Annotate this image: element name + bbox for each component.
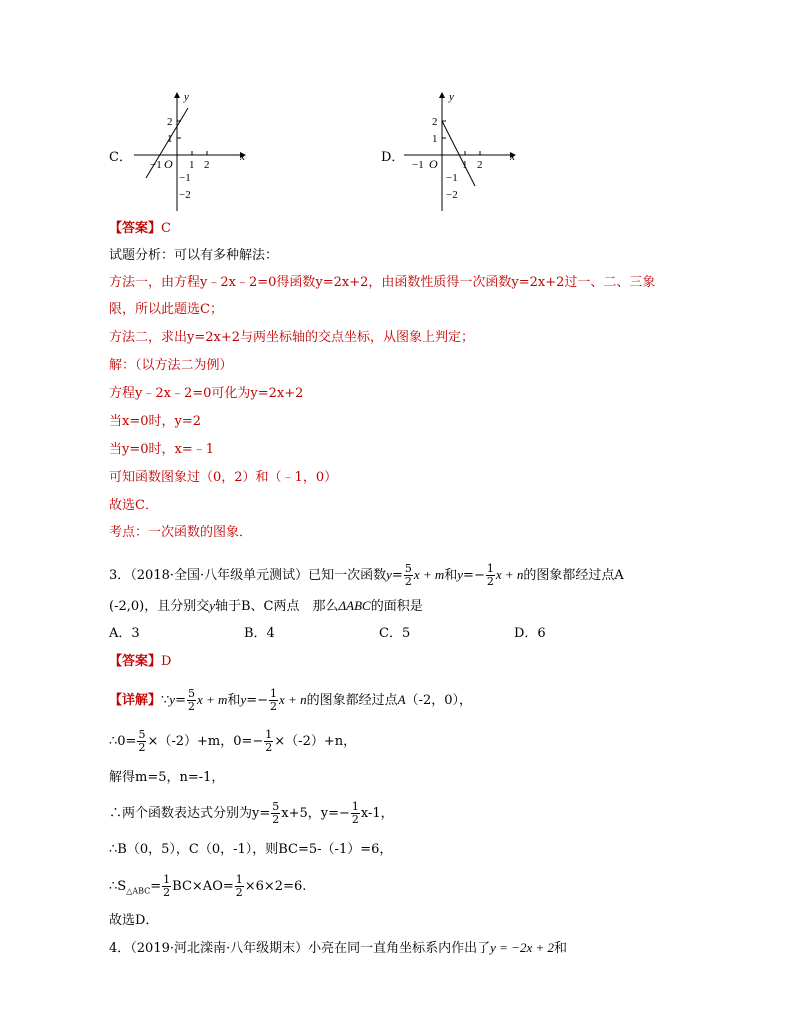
d2-c: ×（-2）+n， [274,734,357,749]
q4-tail: 和 [553,941,567,956]
q3-intro: 3．（2018·全国·八年级单元测试）已知一次函数 [109,568,387,583]
frac-den: 2 [351,813,359,826]
d1-xm: x + m [196,692,228,707]
option-d-label: D． [381,150,405,165]
d1-y1: y [169,692,176,707]
d1-frac-5-2 [187,688,196,713]
frac-num: 1 [351,800,359,813]
d1-minus: − [257,693,269,708]
analysis-title: 试题分析：可以有多种解法： [109,248,279,263]
d1-tail: 的图象都经过点 [306,693,398,708]
graph-c-label-xneg1: −1 [150,159,162,171]
graph-c-y-label: y [184,91,189,103]
d1-frac-1-2 [269,688,278,713]
d1-eq1: = [175,693,186,708]
graph-d-svg [398,88,528,218]
q3-tail1: 的图象都经过点A [523,568,624,583]
graph-d-x-label: x [510,151,515,163]
d4-c: x-1， [360,806,394,821]
graph-c-label-yneg2: −2 [179,189,191,201]
q3-xm: x + m [413,567,445,582]
graph-d-label-x2: 2 [477,159,483,171]
graph-d-label-yneg1: −1 [446,172,458,184]
graph-c-label-x1: 1 [189,159,195,171]
graph-c-label-yneg1: −1 [179,172,191,184]
q3-y1: y [386,567,392,582]
q3-detail-line7: 故选D． [109,913,159,928]
method-one-line1: 方法一，由方程y﹣2x﹣2=0得函数y=2x+2，由函数性质得一次函数y=2x+2过一、二、三象 [109,275,656,290]
frac-den: 2 [486,575,494,588]
frac-den: 2 [272,813,280,826]
q3-detail-line2 [109,727,356,757]
q3-line2-a: (-2,0)，且分别交 [109,599,210,614]
q3-line2-c: 的面积是 [370,599,423,614]
d1-point-a: A [397,692,406,707]
q3-stem-line2 [109,597,423,616]
d4-frac-1-2 [351,801,360,826]
graph-c-origin: O [164,157,173,171]
d2-a: ∴0= [109,734,137,749]
frac-num: 1 [486,562,494,575]
d1-xn: x + n [279,692,307,707]
q3-line2-y: y [209,598,215,613]
graph-d-origin: O [429,157,438,171]
frac-den: 2 [270,700,278,713]
d6-d: ×6×2=6. [244,879,307,894]
d4-b: x+5，y=− [281,806,350,821]
solution-step4: 可知函数图象过（0，2）和（﹣1，0） [109,470,338,485]
d6-frac-1-2-b [235,874,244,899]
frac-den: 2 [235,886,243,899]
graph-d-label-y1: 1 [432,133,438,145]
graph-d-label-yneg2: −2 [446,189,458,201]
q3-eq2: = [463,568,474,583]
d2-frac-5-2 [137,729,146,754]
graph-c-label-x2: 2 [204,159,210,171]
solution-title: 解：（以方法二为例） [109,358,233,373]
answer-tag: 【答案】 [109,654,162,669]
method-one-line2: 限，所以此题选C； [109,302,223,317]
d6-sub: △ABC [126,886,151,896]
q3-y2: y [457,567,464,582]
q3-triangle: ΔABC [338,598,371,613]
q3-minus: − [473,568,485,583]
q3-frac-1-2 [486,563,495,588]
d1-because: ∵ [161,693,170,708]
solution-step2: 当x=0时，y=2 [109,414,202,429]
graph-d-label-x1: 1 [462,159,468,171]
d4-a: ∴两个函数表达式分别为y= [109,806,271,821]
solution-step3: 当y=0时，x=﹣1 [109,442,215,457]
q3-option-a[interactable]: A．3 [109,626,140,641]
d1-coords: （-2，0）， [405,693,472,708]
d2-frac-1-2 [264,729,273,754]
graph-d-label-xneg1: −1 [412,159,424,171]
q2-answer [109,220,171,238]
frac-den: 2 [138,741,146,754]
q3-detail-line3: 解得m=5，n=-1， [109,770,225,785]
q3-detail-line5: ∴B（0，5），C（0，-1），则BC=5-（-1）=6， [109,842,393,857]
d6-frac-1-2-a [162,874,171,899]
q3-and: 和 [444,568,458,583]
q3-detail-line4 [109,799,394,829]
graph-option-c [128,88,258,222]
d6-c: BC×AO= [172,879,234,894]
q3-option-b[interactable]: B．4 [244,626,275,641]
frac-num: 5 [138,728,146,741]
d2-b: ×（-2）+m，0=− [147,734,264,749]
graph-d-label-y2: 2 [432,116,438,128]
d1-and: 和 [227,693,241,708]
solution-step1: 方程y﹣2x﹣2=0可化为y=2x+2 [109,386,304,401]
q3-answer [109,653,171,671]
frac-den: 2 [265,741,273,754]
d1-eq2: = [246,693,258,708]
answer-value: C [161,221,171,236]
q3-frac-5-2 [404,563,413,588]
graph-d-y-arrow [439,92,445,98]
frac-num: 1 [235,873,243,886]
q3-line2-b: 轴于B、C两点 那么 [215,599,339,614]
kaodian: 考点：一次函数的图象． [109,525,253,540]
frac-num: 5 [187,687,195,700]
q3-eq1: = [391,568,403,583]
d1-y2: y [240,692,247,707]
answer-value: D [161,654,172,669]
d6-s: ∴S [109,879,127,894]
graph-c-label-y2: 2 [167,116,173,128]
answer-tag: 【答案】 [109,221,162,236]
q3-option-c[interactable]: C．5 [379,626,411,641]
frac-num: 1 [163,873,171,886]
graph-c-x-label: x [240,151,245,163]
q3-option-d[interactable]: D．6 [514,626,546,641]
q4-stem [109,939,567,958]
frac-den: 2 [163,886,171,899]
frac-num: 1 [270,687,278,700]
q3-detail-line6 [109,872,306,907]
q3-detail-line1 [109,685,472,716]
d6-eq: = [150,879,162,894]
graph-c-y-arrow [174,92,180,98]
detail-tag: 【详解】 [109,693,162,708]
method-two: 方法二，求出y=2x+2与两坐标轴的交点坐标，从图象上判定； [109,330,475,345]
graph-d-y-label: y [449,91,454,103]
frac-num: 1 [265,728,273,741]
option-c-label: C． [109,150,132,165]
frac-den: 2 [187,700,195,713]
graph-option-d [398,88,528,222]
frac-den: 2 [404,575,412,588]
q3-options [109,625,649,643]
q4-formula: y = −2x + 2 [490,940,554,955]
frac-num: 5 [404,562,412,575]
graph-c-svg [128,88,258,218]
frac-num: 5 [272,800,280,813]
q3-xn: x + n [495,567,524,582]
solution-step5: 故选C． [109,498,158,513]
graph-c-label-y1: 1 [167,133,173,145]
q4-text: 4．（2019·河北滦南·八年级期末）小亮在同一直角坐标系内作出了 [109,941,491,956]
q3-stem-line1 [109,560,624,591]
d4-frac-5-2 [271,801,280,826]
